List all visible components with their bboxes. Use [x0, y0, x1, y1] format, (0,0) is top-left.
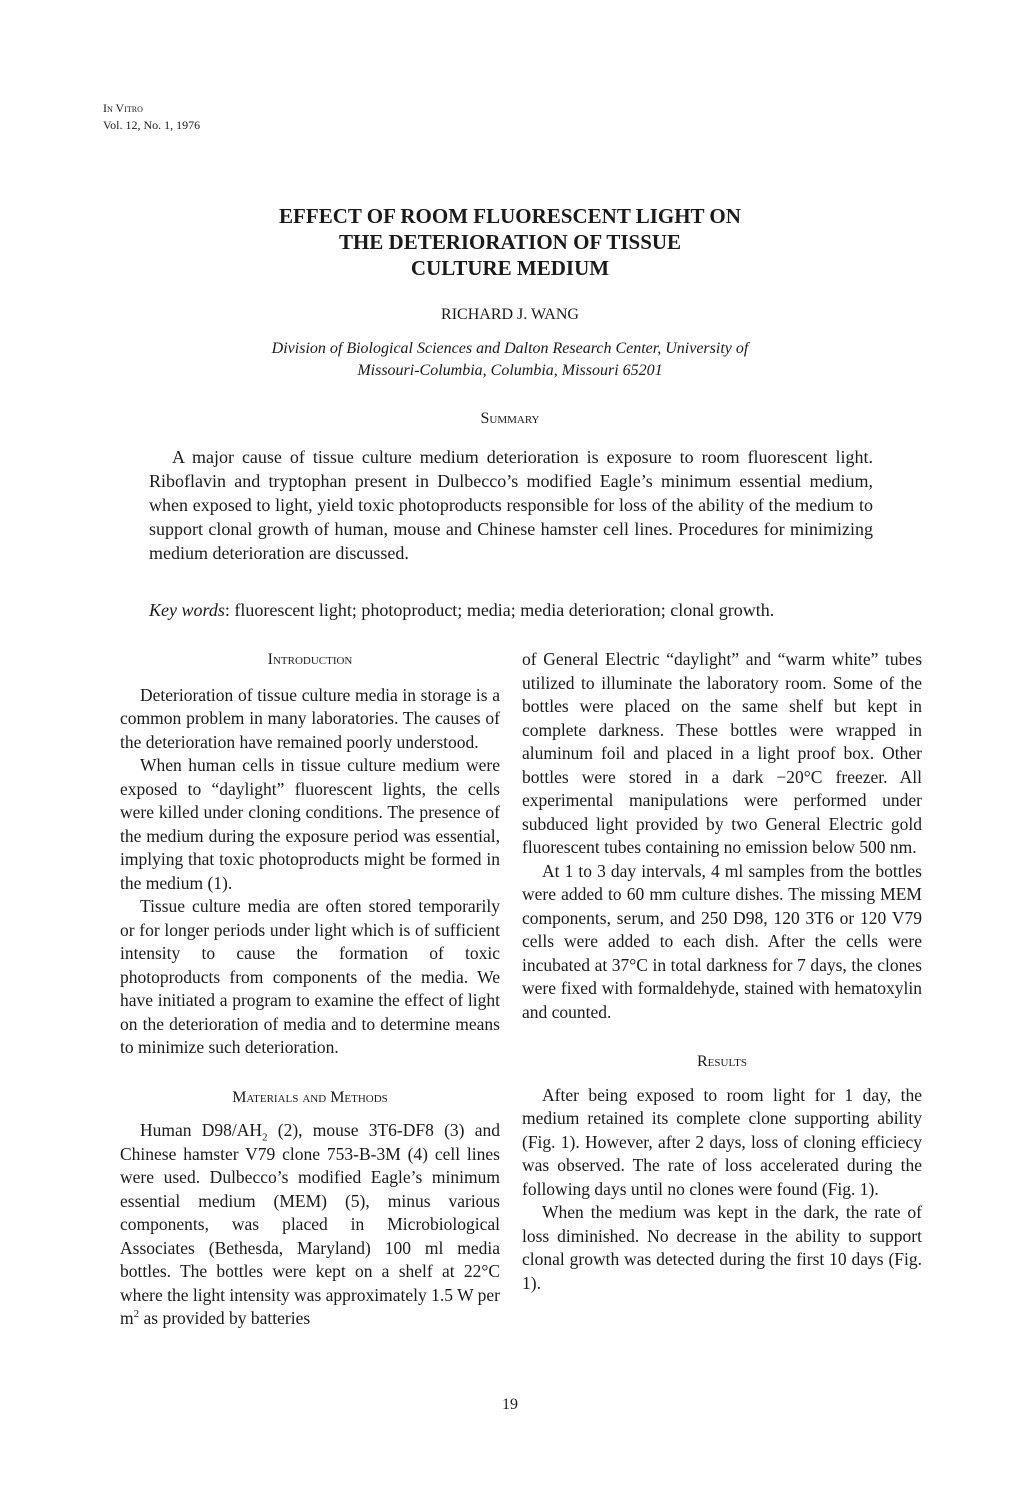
title-line: THE DETERIORATION OF TISSUE [338, 230, 682, 254]
summary-heading: Summary [480, 410, 540, 427]
affiliation-line: Division of Biological Sciences and Dalton Research Center, University of [271, 340, 749, 357]
article-title [0, 203, 1020, 281]
right-column [522, 648, 922, 1295]
results-paragraph: After being exposed to room light for 1 day, the medium retained its complete clone supporting ability (Fig. 1). However, after 2 days, loss of cloning efficiecy was observed. The rate of loss accelerated during the following days until no clones were found (Fig. 1). [522, 1084, 922, 1199]
title-line: EFFECT OF ROOM FLUORESCENT LIGHT ON [279, 204, 741, 228]
journal-name: In Vitro [103, 101, 143, 115]
keywords-label: Key words [149, 600, 225, 620]
keywords: Key words: fluorescent light; photoproduct; media; media deterioration; clonal growth. [149, 600, 775, 620]
methods-paragraph-continued: of General Electric “daylight” and “warm white” tubes utilized to illuminate the laboratory room. Some of the bottles were placed on the same shelf but kept in complete darkness. These bottles were wrapped in aluminum foil and placed in a light proof box. Other bottles were stored in a dark −20°C freezer. All experimental manipulations were performed under subduced light provided by two General Electric gold fluorescent tubes containing no emission below 500 nm. [522, 649, 922, 857]
methods-paragraph: At 1 to 3 day intervals, 4 ml samples from the bottles were added to 60 mm culture dishes. The missing MEM components, serum, and 250 D98, 120 3T6 or 120 V79 cells were added to each dish. After the cells were incubated at 37°C in total darkness for 7 days, the clones were fixed with formaldehyde, stained with hematoxylin and counted. [522, 860, 922, 1022]
methods-paragraph: Human $D98/AH_2$ (2), mouse 3T6-DF8 (3) and Chinese hamster V79 clone 753-B-3M (4) cell lines were used. Dulbecco’s modified Eagle’s minimum essential medium (MEM) (5), minus various components, was placed in Microbiological Associates (Bethesda, Maryland) 100 ml media bottles. The bottles were kept on a shelf at 22°C where the light intensity was approximately 1.5 W per $m^2$ as provided by batteries [120, 1120, 500, 1328]
page-number: 19 [502, 1396, 518, 1413]
affiliation-line: Missouri-Columbia, Columbia, Missouri 65201 [357, 362, 663, 379]
summary-body: A major cause of tissue culture medium deterioration is exposure to room fluorescent light. Riboflavin and tryptophan present in Dulbecco’s modified Eagle’s minimum essential medium, when exposed to light, yield toxic photoproducts responsible for loss of the ability of the medium to support clonal growth of human, mouse and Chinese hamster cell lines. Procedures for minimizing medium deterioration are discussed. [149, 447, 873, 563]
keywords-list: fluorescent light; photoproduct; media; media deterioration; clonal growth. [234, 600, 775, 620]
journal-volume: Vol. 12, No. 1, 1976 [103, 118, 201, 132]
introduction-paragraph: Tissue culture media are often stored temporarily or for longer periods under light which is of sufficient intensity to cause the formation of toxic photoproducts from components of the media. We have initiated a program to examine the effect of light on the deterioration of media and to determine means to minimize such deterioration. [120, 896, 500, 1057]
title-line: CULTURE MEDIUM [410, 256, 610, 280]
introduction-heading: Introduction [267, 651, 353, 668]
left-column [120, 648, 500, 1331]
results-heading: Results [697, 1053, 747, 1070]
journal-citation [103, 100, 200, 134]
introduction-paragraph: Deterioration of tissue culture media in storage is a common problem in many laboratories. The causes of the deterioration have remained poorly understood. [120, 684, 500, 752]
methods-heading: Materials and Methods [232, 1088, 388, 1106]
introduction-paragraph: When human cells in tissue culture medium were exposed to “daylight” fluorescent lights, the cells were killed under cloning conditions. The presence of the medium during the exposure period was essential, implying that toxic photoproducts might be formed in the medium (1). [120, 755, 500, 893]
author-name: RICHARD J. WANG [441, 306, 579, 323]
results-paragraph: When the medium was kept in the dark, the rate of loss diminished. No decrease in the ability to support clonal growth was detected during the first 10 days (Fig. 1). [522, 1202, 922, 1293]
author-affiliation [0, 338, 1020, 382]
